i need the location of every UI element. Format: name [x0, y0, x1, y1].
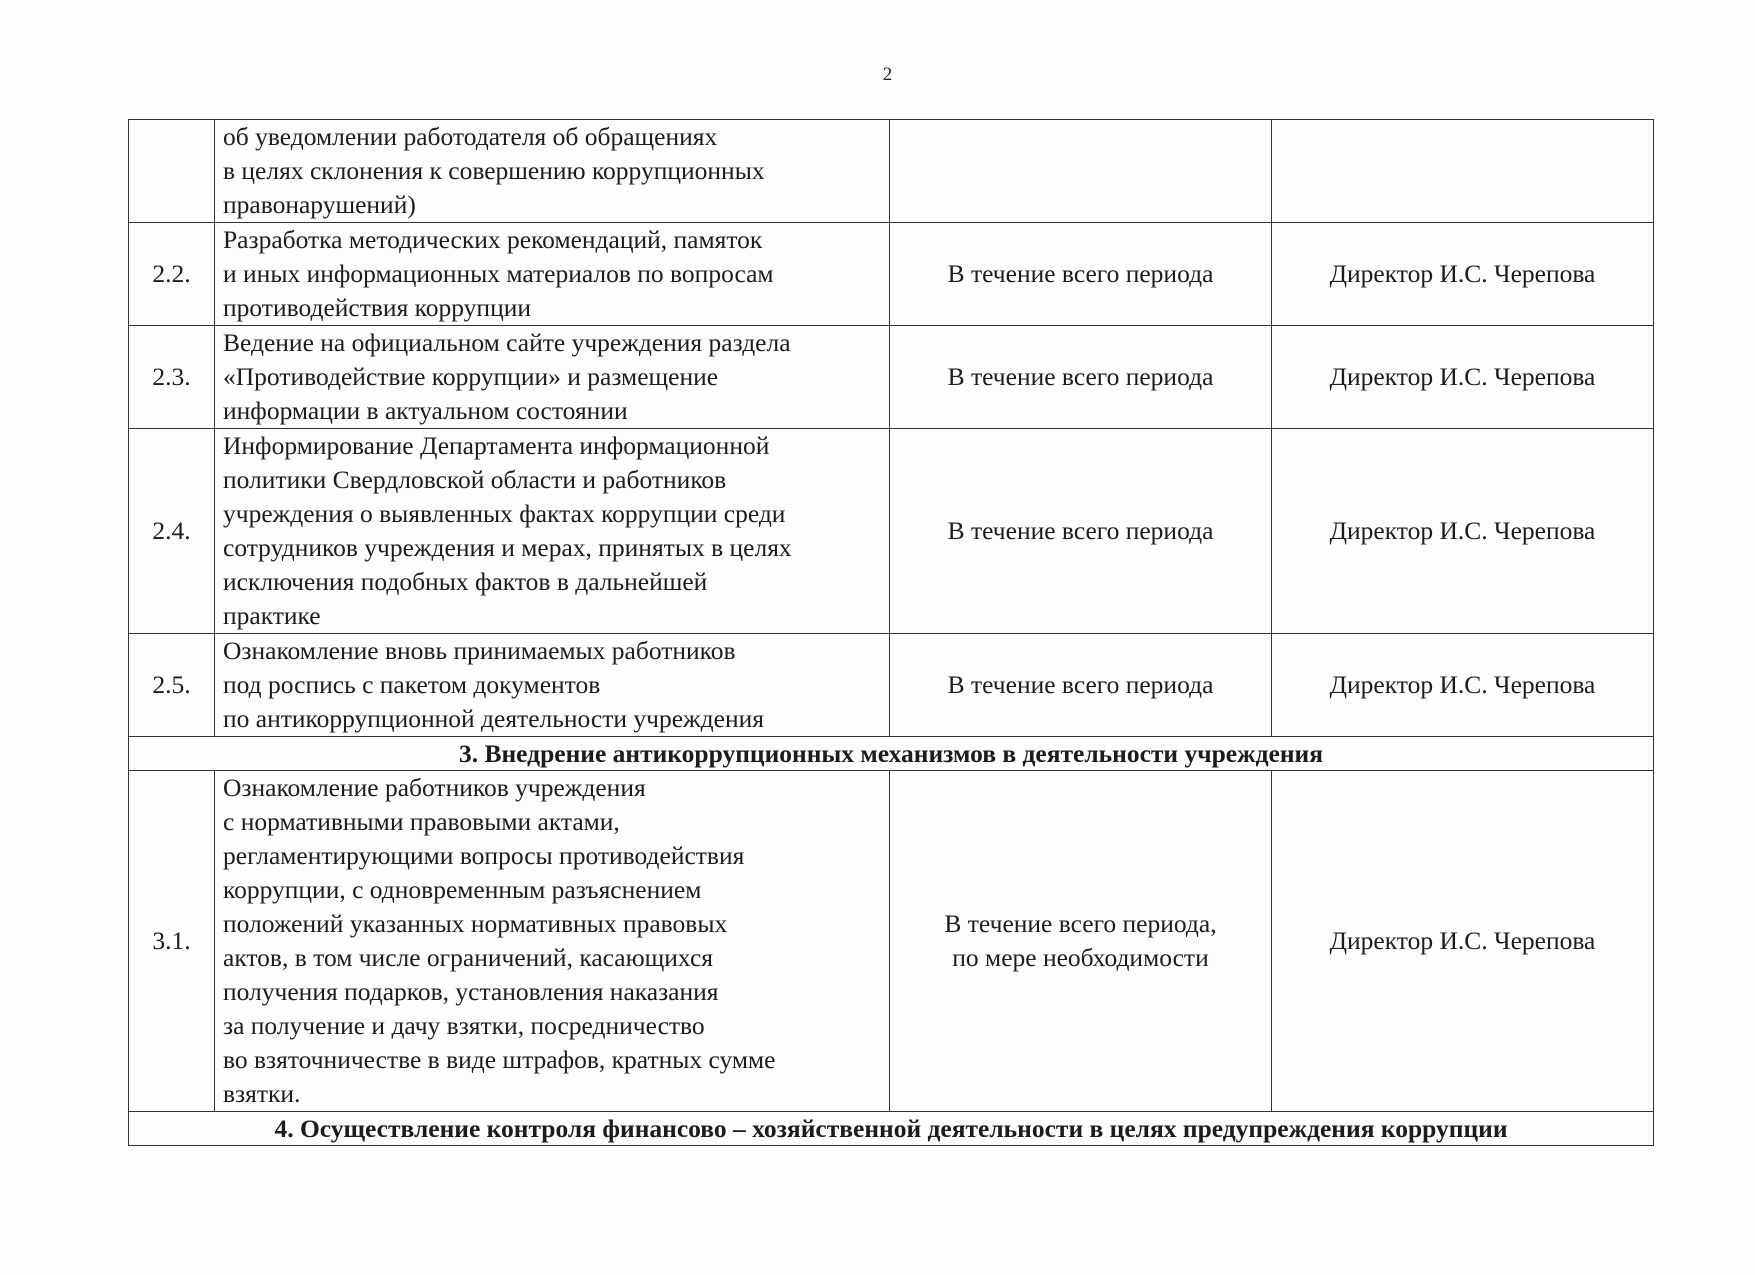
term-text: [890, 120, 1272, 223]
table-row: [129, 223, 1654, 326]
row-number: 2.4.: [129, 429, 215, 634]
task-text: Информирование Департамента информационной политики Свердловской области и работников учреждения о выявленных фактах коррупции среди сотрудников учреждения и мерах, принятых в целях исключения подобных фактов в дальнейшей практике: [215, 429, 890, 634]
measures-table: [128, 119, 1654, 1146]
section-header-row: [129, 1112, 1654, 1146]
task-text: Разработка методических рекомендаций, памяток и иных информационных материалов по вопросам противодействия коррупции: [215, 223, 890, 326]
responsible-text: Директор И.С. Черепова: [1272, 771, 1654, 1112]
row-number: 2.5.: [129, 634, 215, 737]
table-row: [129, 120, 1654, 223]
page-number: 2: [882, 64, 893, 85]
term-text: В течение всего периода: [890, 326, 1272, 429]
row-number: 3.1.: [129, 771, 215, 1112]
responsible-text: Директор И.С. Черепова: [1272, 429, 1654, 634]
term-text: В течение всего периода, по мере необходимости: [890, 771, 1272, 1112]
responsible-text: Директор И.С. Черепова: [1272, 223, 1654, 326]
task-text: Ознакомление вновь принимаемых работников под роспись с пакетом документов по антикоррупционной деятельности учреждения: [215, 634, 890, 737]
task-text: Ведение на официальном сайте учреждения раздела «Противодействие коррупции» и размещение информации в актуальном состоянии: [215, 326, 890, 429]
task-text: Ознакомление работников учреждения с нормативными правовыми актами, регламентирующими вопросы противодействия коррупции, с одновременным разъяснением положений указанных нормативных правовых актов, в том числе ограничений, касающихся получения подарков, установления наказания за получение и дачу взятки, посредничество во взяточничестве в виде штрафов, кратных сумме взятки.: [215, 771, 890, 1112]
table-row: [129, 771, 1654, 1112]
table-row: [129, 429, 1654, 634]
term-text: В течение всего периода: [890, 223, 1272, 326]
section-3-title: 3. Внедрение антикоррупционных механизмов в деятельности учреждения: [129, 737, 1654, 771]
term-text: В течение всего периода: [890, 634, 1272, 737]
table-row: [129, 326, 1654, 429]
row-number: 2.2.: [129, 223, 215, 326]
responsible-text: Директор И.С. Черепова: [1272, 326, 1654, 429]
row-number: 2.3.: [129, 326, 215, 429]
section-4-title: 4. Осуществление контроля финансово – хозяйственной деятельности в целях предупреждения коррупции: [129, 1112, 1654, 1146]
responsible-text: Директор И.С. Черепова: [1272, 634, 1654, 737]
responsible-text: [1272, 120, 1654, 223]
section-header-row: [129, 737, 1654, 771]
task-text: об уведомлении работодателя об обращениях в целях склонения к совершению коррупционных правонарушений): [215, 120, 890, 223]
row-number: [129, 120, 215, 223]
term-text: В течение всего периода: [890, 429, 1272, 634]
table-row: [129, 634, 1654, 737]
